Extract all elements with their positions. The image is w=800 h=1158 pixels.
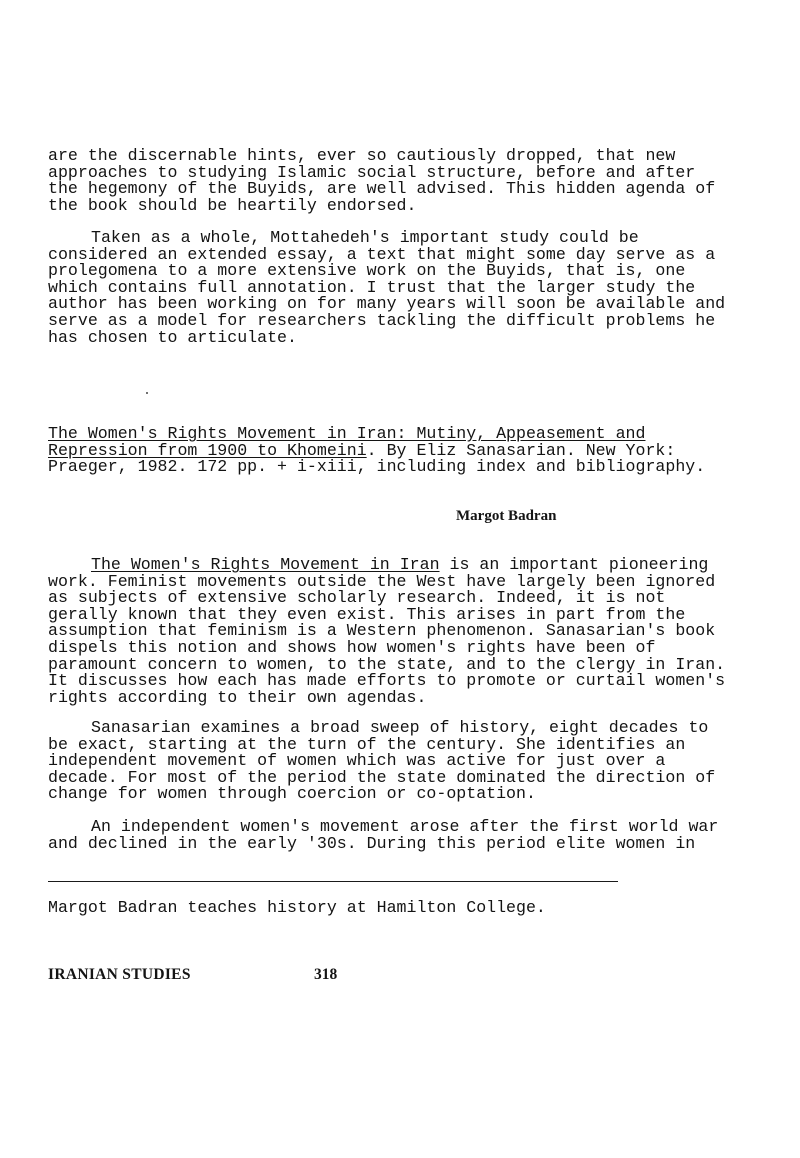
- text-line: work. Feminist movements outside the West have largely been ignored: [48, 571, 716, 591]
- text-line: dispels this notion and shows how women's rights have been of: [48, 637, 656, 657]
- text-line: and declined in the early '30s. During this period elite women in: [48, 833, 696, 853]
- text-line: the book should be heartily endorsed.: [48, 195, 417, 215]
- text-fragment: is an important pioneering: [439, 555, 709, 574]
- text-line: decade. For most of the period the state dominated the direction of: [48, 767, 716, 787]
- scan-speck: [146, 392, 148, 394]
- citation-title-continued: Repression from 1900 to Khomeini: [48, 440, 367, 460]
- review-paragraph-3: [48, 817, 719, 853]
- text-line: as subjects of extensive scholarly research. Indeed, it is not: [48, 588, 666, 608]
- text-line: gerally known that they even exist. This arises in part from the: [48, 604, 686, 624]
- text-line: has chosen to articulate.: [48, 327, 297, 347]
- text-line: are the discernable hints, ever so cautiously dropped, that new: [48, 146, 676, 165]
- text-line: independent movement of women which was active for just over a: [48, 751, 666, 771]
- page-number: 318: [314, 966, 338, 983]
- reviewer-name: Margot Badran: [456, 508, 557, 524]
- author-footnote: Margot Badran teaches history at Hamilton College.: [48, 898, 546, 917]
- footnote-divider: [48, 881, 618, 882]
- book-title-reference: The Women's Rights Movement in Iran: [91, 555, 440, 574]
- text-line: An independent women's movement arose after the first world war: [91, 817, 719, 836]
- previous-review-paragraph-2: [48, 228, 726, 347]
- previous-review-paragraph-1: [48, 146, 716, 215]
- text-line: author has been working on for many years will soon be available and: [48, 294, 726, 314]
- text-line: considered an extended essay, a text that might some day serve as a: [48, 244, 716, 264]
- text-line: It discusses how each has made efforts to promote or curtail women's: [48, 671, 726, 691]
- review-paragraph-2: [48, 718, 716, 804]
- text-line: which contains full annotation. I trust that the larger study the: [48, 277, 696, 297]
- text-line: the hegemony of the Buyids, are well advised. This hidden agenda of: [48, 179, 716, 199]
- text-line: Taken as a whole, Mottahedeh's important study could be: [91, 228, 639, 247]
- text-line: assumption that feminism is a Western phenomenon. Sanasarian's book: [48, 621, 716, 641]
- text-line: change for women through coercion or co-optation.: [48, 784, 536, 804]
- text-line: approaches to studying Islamic social structure, before and after: [48, 162, 696, 182]
- review-paragraph-1: [48, 555, 726, 707]
- text-line: serve as a model for researchers tackling the difficult problems he: [48, 310, 716, 330]
- text-line: paramount concern to women, to the state, and to the clergy in Iran.: [48, 654, 726, 674]
- text-line: prolegomena to a more extensive work on the Buyids, that is, one: [48, 261, 686, 281]
- text-line: be exact, starting at the turn of the century. She identifies an: [48, 734, 686, 754]
- text-line: rights according to their own agendas.: [48, 687, 427, 707]
- citation-title-line: The Women's Rights Movement in Iran: Mutiny, Appeasement and: [48, 424, 646, 443]
- citation-details: Praeger, 1982. 172 pp. + i-xiii, including index and bibliography.: [48, 457, 706, 477]
- citation-publisher: . By Eliz Sanasarian. New York:: [366, 440, 676, 460]
- text-line: Sanasarian examines a broad sweep of history, eight decades to: [91, 718, 709, 737]
- journal-name: IRANIAN STUDIES: [48, 966, 191, 983]
- book-citation: [48, 424, 706, 477]
